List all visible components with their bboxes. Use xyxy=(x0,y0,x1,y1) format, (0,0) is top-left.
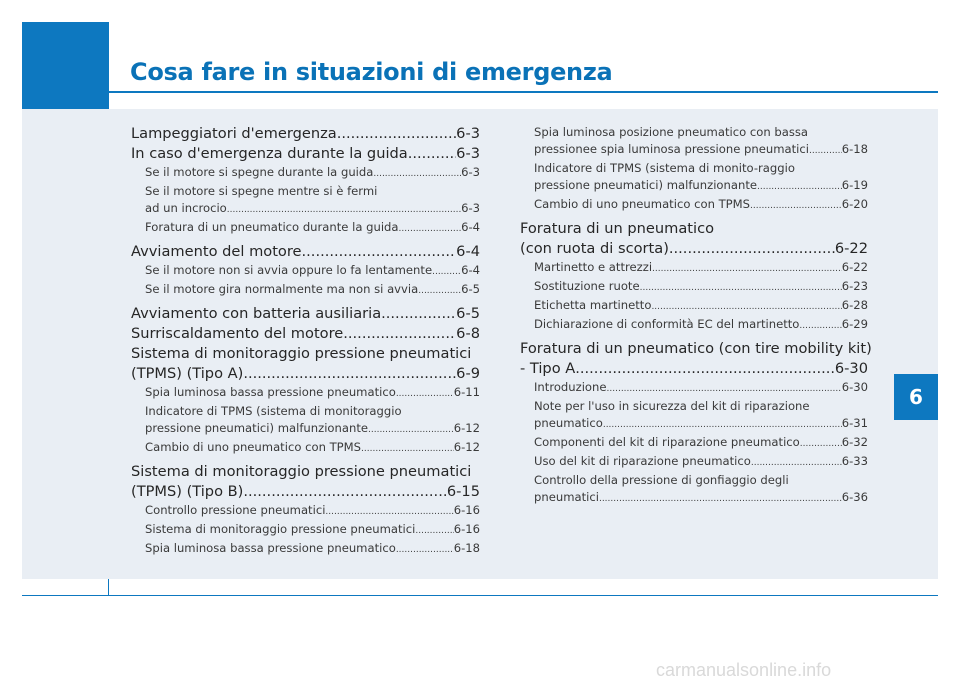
toc-subentry[interactable]: Dichiarazione di conformità EC del martinetto ..... 6-29 xyxy=(520,316,868,335)
toc-subentry-line[interactable]: Controllo della pressione di gonfiaggio degli xyxy=(534,473,789,487)
toc-entry-line[interactable]: Sistema di monitoraggio pressione pneumatici xyxy=(131,463,472,480)
toc-left-column xyxy=(131,124,480,559)
toc-subentry[interactable]: Controllo pressione pneumatici ..... 6-16 xyxy=(131,502,480,521)
toc-subentry-line[interactable]: Note per l'uso in sicurezza del kit di riparazione xyxy=(534,399,810,413)
toc-subentry[interactable]: Foratura di un pneumatico durante la guida ..... 6-4 xyxy=(131,219,480,238)
chapter-corner-block xyxy=(22,22,109,109)
page-title: Cosa fare in situazioni di emergenza xyxy=(130,58,613,86)
toc-subentry[interactable]: Cambio di uno pneumatico con TPMS ..... 6-20 xyxy=(520,196,868,215)
toc-entry[interactable]: (TPMS) (Tipo B) ..... 6-15 xyxy=(131,482,480,502)
toc-subentry[interactable]: Etichetta martinetto ..... 6-28 xyxy=(520,297,868,316)
toc-entry[interactable]: (con ruota di scorta) ..... 6-22 xyxy=(520,239,868,259)
toc-subentry[interactable]: ad un incrocio ..... 6-3 xyxy=(131,200,480,219)
toc-entry[interactable]: Avviamento con batteria ausiliaria ..... 6-5 xyxy=(131,304,480,324)
toc-subentry[interactable]: Cambio di uno pneumatico con TPMS ..... 6-12 xyxy=(131,439,480,458)
toc-subentry-line[interactable]: Se il motore si spegne mentre si è fermi xyxy=(145,184,378,198)
toc-subentry[interactable]: Sostituzione ruote ..... 6-23 xyxy=(520,278,868,297)
toc-subentry[interactable]: Martinetto e attrezzi ..... 6-22 xyxy=(520,259,868,278)
toc-subentry[interactable]: Spia luminosa bassa pressione pneumatico ..... 6-18 xyxy=(131,540,480,559)
chapter-tab[interactable]: 6 xyxy=(894,374,938,420)
toc-entry[interactable]: Surriscaldamento del motore ..... 6-8 xyxy=(131,324,480,344)
toc-subentry[interactable]: pneumatici ..... 6-36 xyxy=(520,489,868,508)
toc-entry-line[interactable]: Foratura di un pneumatico xyxy=(520,220,715,237)
toc-entry[interactable]: In caso d'emergenza durante la guida ..... 6-3 xyxy=(131,144,480,164)
toc-subentry[interactable]: Se il motore non si avvia oppure lo fa lentamente ..... 6-4 xyxy=(131,262,480,281)
toc-subentry-line[interactable]: Indicatore di TPMS (sistema di monito-raggio xyxy=(534,161,795,175)
watermark: carmanualsonline.info xyxy=(656,660,832,680)
toc-right-column xyxy=(520,124,872,508)
toc-subentry[interactable]: Se il motore si spegne durante la guida ..... 6-3 xyxy=(131,164,480,183)
toc-subentry[interactable]: Componenti del kit di riparazione pneumatico ..... 6-32 xyxy=(520,434,868,453)
toc-subentry[interactable]: Se il motore gira normalmente ma non si avvia ..... 6-5 xyxy=(131,281,480,300)
toc-subentry[interactable]: pneumatico ..... 6-31 xyxy=(520,415,868,434)
title-underline xyxy=(109,91,938,93)
toc-subentry[interactable]: Spia luminosa bassa pressione pneumatico ..... 6-11 xyxy=(131,384,480,403)
toc-subentry-line[interactable]: Indicatore di TPMS (sistema di monitoraggio xyxy=(145,404,402,418)
toc-entry[interactable]: Avviamento del motore ..... 6-4 xyxy=(131,242,480,262)
toc-subentry[interactable]: Introduzione ..... 6-30 xyxy=(520,379,868,398)
toc-entry[interactable]: (TPMS) (Tipo A) ..... 6-9 xyxy=(131,364,480,384)
toc-subentry[interactable]: Uso del kit di riparazione pneumatico ..... 6-33 xyxy=(520,453,868,472)
toc-entry-line[interactable]: Sistema di monitoraggio pressione pneumatici xyxy=(131,345,472,362)
toc-subentry[interactable]: pressionee spia luminosa pressione pneumatici ..... 6-18 xyxy=(520,141,868,160)
toc-entry-line[interactable]: Foratura di un pneumatico (con tire mobility kit) xyxy=(520,340,872,357)
toc-subentry[interactable]: pressione pneumatici) malfunzionante ..... 6-12 xyxy=(131,420,480,439)
toc-entry[interactable]: Lampeggiatori d'emergenza ..... 6-3 xyxy=(131,124,480,144)
toc-subentry-line[interactable]: Spia luminosa posizione pneumatico con bassa xyxy=(534,125,809,139)
toc-entry[interactable]: - Tipo A ..... 6-30 xyxy=(520,359,868,379)
toc-subentry[interactable]: Sistema di monitoraggio pressione pneumatici ..... 6-16 xyxy=(131,521,480,540)
toc-subentry[interactable]: pressione pneumatici) malfunzionante ..... 6-19 xyxy=(520,177,868,196)
bottom-rule xyxy=(22,595,938,596)
